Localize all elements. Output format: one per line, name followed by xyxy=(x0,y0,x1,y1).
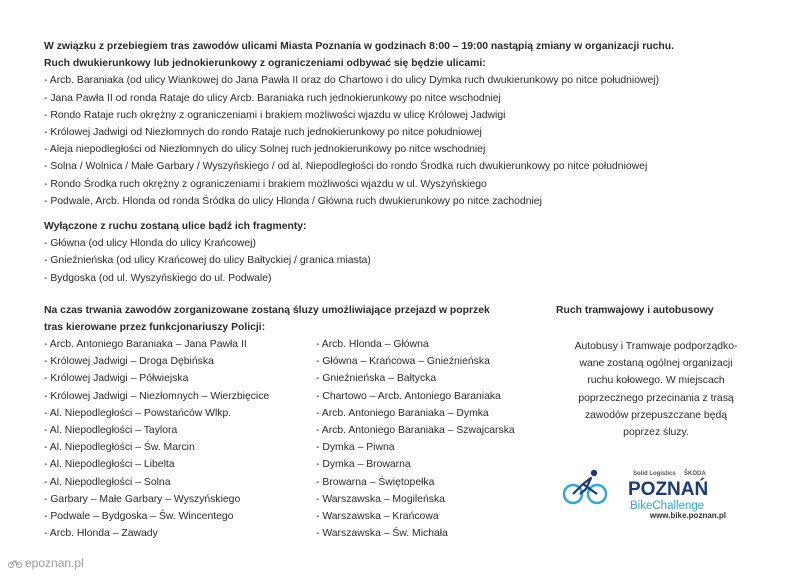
list-item: - Jana Pawła II od ronda Rataje do ulicy Arcb. Baraniaka ruch jednokierunkowy po nitce wschodniej xyxy=(44,92,501,104)
watermark xyxy=(8,556,84,570)
list-item: - Arcb. Antoniego Baraniaka – Szwajcarska xyxy=(316,424,515,436)
list-item: - Solna / Wolnica / Małe Garbary / Wyszyńskiego / od al. Niepodległości do rondo Środka ruch dwukierunkowy po nitce południowej xyxy=(44,161,648,173)
logo-subtitle: BikeChallenge xyxy=(630,500,705,512)
cyclist-icon xyxy=(564,470,606,503)
list-item: - Al. Niepodległości – Powstańców Wlkp. xyxy=(44,407,232,419)
sluices-heading: Na czas trwania zawodów zorganizowane zostaną śluzy umożliwiające przejazd w poprzek xyxy=(44,305,490,316)
closed-streets-heading: Wyłączone z ruchu zostaną ulice bądź ich fragmenty: xyxy=(44,221,307,232)
transit-line: Autobusy i Tramwaje podporządko- xyxy=(574,341,738,352)
list-item: - Dymka – Browarna xyxy=(316,459,411,471)
sluices-list-right xyxy=(316,336,515,542)
transit-section xyxy=(556,302,714,319)
sponsor-skoda: ŠKODA xyxy=(684,471,706,477)
list-item: - Podwale – Bydgoska – Św. Wincentego xyxy=(44,510,234,522)
list-item: - Dymka – Piwna xyxy=(316,442,395,454)
traffic-changes-subheading: Ruch dwukierunkowy lub jednokierunkowy z ograniczeniami odbywać się będzie ulicami: xyxy=(44,58,486,70)
list-item: - Królowej Jadwigi – Droga Dębińska xyxy=(44,356,214,368)
list-item: - Królowej Jadwigi od Niezłomnych do rondo Rataje ruch jednokierunkowy po nitce południowej xyxy=(44,126,482,138)
list-item: - Al. Niepodległości – Św. Marcin xyxy=(44,442,195,454)
logo-url[interactable]: www.bike.poznan.pl xyxy=(649,511,726,520)
list-item: - Warszawska – Św. Michała xyxy=(316,528,448,540)
transit-heading: Ruch tramwajowy i autobusowy xyxy=(556,305,714,316)
closed-streets-section xyxy=(44,218,371,287)
sluices-list-left xyxy=(44,336,269,542)
list-item: - Gnieźnieńska – Bałtycka xyxy=(316,373,437,385)
list-item: - Główna – Krańcowa – Gnieźnieńska xyxy=(316,356,490,368)
traffic-changes-section xyxy=(44,38,674,210)
sluices-heading-cont: tras kierowane przez funkcjonariuszy Policji: xyxy=(44,322,266,334)
transit-line: poprzecznego przecinania z trasą xyxy=(578,392,734,404)
traffic-changes-heading: W związku z przebiegiem tras zawodów ulicami Miasta Poznania w godzinach 8:00 – 19:00 nastąpią zmiany w organizacji ruchu. xyxy=(44,41,674,52)
list-item: - Królowej Jadwigi – Półwiejska xyxy=(44,373,189,385)
sponsor-solid-logistics: Solid Logistics xyxy=(633,471,676,477)
list-item: - Browarna – Świętopełka xyxy=(316,476,435,488)
list-item: - Bydgoska (od ul. Wyszyńskiego do ul. Podwale) xyxy=(44,272,272,284)
watermark-text: epoznan.pl xyxy=(25,556,84,570)
list-item: - Główna (od ulicy Hlonda do ulicy Krańcowej) xyxy=(44,238,256,250)
list-item: - Arcb. Hlonda – Główna xyxy=(316,339,429,350)
list-item: - Arcb. Antoniego Baraniaka – Jana Pawła II xyxy=(44,339,247,350)
list-item: - Królowej Jadwigi – Niezłomnych – Wierzbięcice xyxy=(44,390,270,402)
list-item: - Arcb. Baraniaka (od ulicy Wiankowej do Jana Pawła II oraz do Chartowo i do ulicy Dymka ruch dwukierunkowy po nitce południowej) xyxy=(44,75,660,87)
list-item: - Warszawska – Mogileńska xyxy=(316,493,445,505)
sluices-section xyxy=(44,302,490,336)
transit-line: poprzez śluzy. xyxy=(623,427,689,439)
list-item: - Garbary – Małe Garbary – Wyszyńskiego xyxy=(44,493,241,505)
list-item: - Rondo Środka ruch okrężny z ograniczeniami i brakiem możliwości wjazdu w ul. Wyszyńskiego xyxy=(44,178,487,190)
list-item: - Al. Niepodległości – Libelta xyxy=(44,459,175,471)
list-item: - Al. Niepodległości – Taylora xyxy=(44,424,178,436)
list-item: - Chartowo – Arcb. Antoniego Baraniaka xyxy=(316,390,501,402)
bicycle-icon xyxy=(8,558,22,568)
logo-title: POZNAŃ xyxy=(628,479,709,500)
transit-line: wane zostaną ogólnej organizacji xyxy=(579,358,733,370)
list-item: - Rondo Rataje ruch okrężny z ograniczeniami i brakiem możliwości wjazdu w ulicę Królowej Jadwigi xyxy=(44,109,506,121)
list-item: - Al. Niepodległości – Solna xyxy=(44,476,171,488)
list-item: - Arcb. Hlonda – Zawady xyxy=(44,528,158,540)
transit-line: zawodów przepuszczane będą xyxy=(584,409,728,421)
list-item: - Podwale, Arcb. Hlonda od ronda Śródka do ulicy Hlonda / Główna ruch dwukierunkowy po nitce zachodniej xyxy=(44,195,542,207)
list-item: - Warszawska – Krańcowa xyxy=(316,510,439,522)
transit-paragraph xyxy=(556,338,756,441)
transit-line: ruchu kołowego. W miejscach xyxy=(587,375,725,387)
list-item: - Arcb. Antoniego Baraniaka – Dymka xyxy=(316,407,489,419)
list-item: - Gnieźnieńska (od ulicy Krańcowej do ulicy Bałtyckiej / granica miasta) xyxy=(44,255,371,267)
list-item: - Aleja niepodległości od Niezłomnych do ulicy Solnej ruch jednokierunkowy po nitce wschodniej xyxy=(44,144,486,156)
